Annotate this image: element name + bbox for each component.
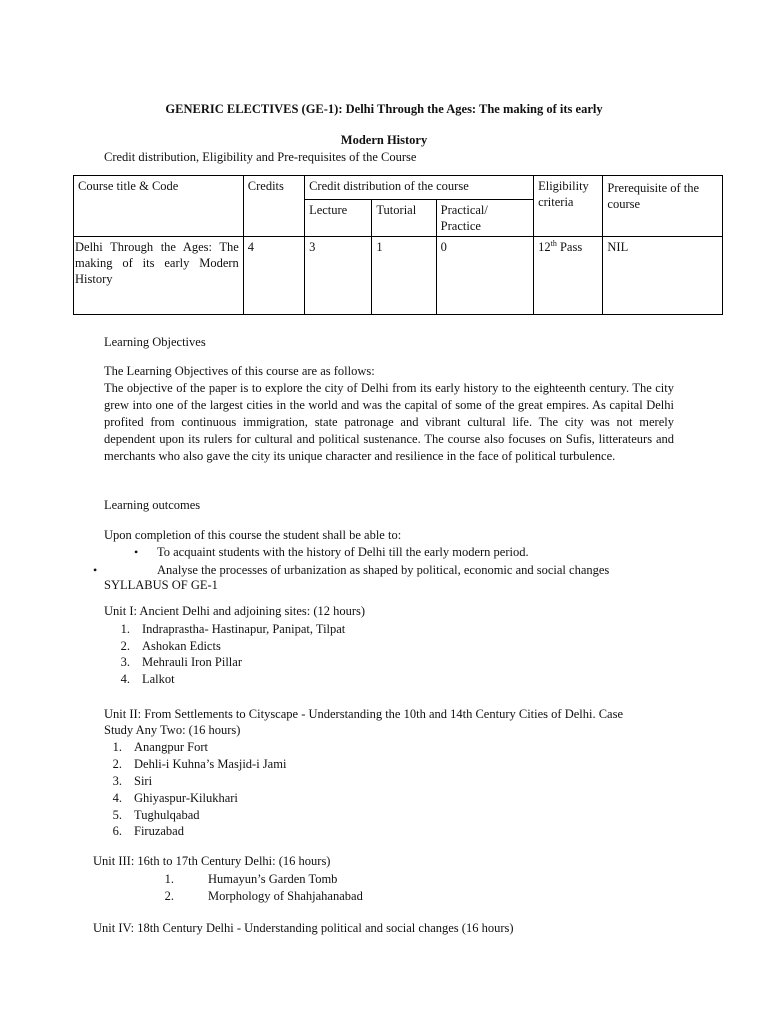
eligibility-number: 12	[538, 240, 551, 254]
header-lecture: Lecture	[305, 200, 372, 237]
cell-lecture: 3	[305, 237, 372, 315]
unit2-item-2	[96, 756, 286, 772]
list-text: Ashokan Edicts	[142, 639, 221, 653]
list-text: Ghiyaspur-Kilukhari	[134, 791, 238, 805]
bullet-icon: •	[93, 563, 98, 577]
list-text: Dehli-i Kuhna’s Masjid-i Jami	[134, 757, 287, 771]
cell-tutorial: 1	[372, 237, 436, 315]
outcome-item	[93, 562, 97, 578]
unit1-item-2	[104, 638, 221, 654]
objectives-text: The objective of the paper is to explore the city of Delhi from its early history to the eighteenth century. The city grew into one of the largest cities in the world and was the capital of some of the great empires. As capital Delhi profited from continuous immigration, state patronage and vibrant cultural life. The city was not merely dependent upon its rulers for cultural and political sustenance. The course also focuses on Sufis, litterateurs and merchants who also gave the city its unique character and resilience in the face of political turbulence.	[104, 381, 674, 463]
eligibility-superscript: th	[550, 238, 557, 248]
syllabus-heading: SYLLABUS OF GE-1	[104, 578, 218, 592]
unit4-heading: Unit IV: 18th Century Delhi - Understanding political and social changes (16 hours)	[93, 921, 514, 935]
eligibility-rest: Pass	[556, 240, 583, 254]
unit1-item-4	[104, 671, 175, 687]
header-credit-distribution: Credit distribution of the course	[305, 176, 534, 200]
unit2-item-3	[96, 773, 152, 789]
unit3-heading: Unit III: 16th to 17th Century Delhi: (16 hours)	[93, 854, 331, 868]
list-number: 1.	[112, 740, 122, 754]
outcome-text-2: Analyse the processes of urbanization as shaped by political, economic and social changes	[157, 563, 610, 577]
document-subtitle: Credit distribution, Eligibility and Pre-requisites of the Course	[104, 150, 417, 164]
list-number: 1.	[164, 872, 174, 886]
cell-course-title: Delhi Through the Ages: The making of its early Modern History	[74, 237, 244, 315]
header-tutorial: Tutorial	[372, 200, 436, 237]
cell-practical: 0	[436, 237, 533, 315]
list-text: Indraprastha- Hastinapur, Panipat, Tilpat	[142, 622, 346, 636]
header-eligibility: Eligibility criteria	[534, 176, 603, 237]
outcome-item	[134, 544, 138, 560]
list-number: 1.	[120, 622, 130, 636]
list-text: Siri	[134, 774, 153, 788]
list-number: 2.	[120, 639, 130, 653]
list-number: 4.	[120, 672, 130, 686]
unit2-item-6	[96, 823, 184, 839]
list-text: Firuzabad	[134, 824, 184, 838]
list-number: 3.	[120, 655, 130, 669]
unit2-item-5	[96, 807, 200, 823]
list-text: Morphology of Shahjahanabad	[208, 889, 363, 903]
unit1-item-3	[104, 654, 242, 670]
list-number: 2.	[164, 889, 174, 903]
list-text: Tughulqabad	[134, 808, 200, 822]
bullet-icon: •	[134, 545, 139, 559]
unit2-item-1	[96, 739, 208, 755]
learning-objectives-heading: Learning Objectives	[104, 335, 206, 349]
unit1-heading: Unit I: Ancient Delhi and adjoining sites: (12 hours)	[104, 604, 366, 618]
unit2-item-4	[96, 790, 238, 806]
list-text: Lalkot	[142, 672, 175, 686]
outcomes-intro: Upon completion of this course the student shall be able to:	[104, 528, 402, 542]
list-number: 6.	[112, 824, 122, 838]
cell-credits: 4	[243, 237, 304, 315]
unit3-item-1	[134, 871, 337, 887]
objectives-intro: The Learning Objectives of this course are as follows:	[104, 364, 375, 378]
header-practical: Practical/ Practice	[436, 200, 533, 237]
header-credits: Credits	[243, 176, 304, 237]
unit2-heading-line2: Study Any Two: (16 hours)	[104, 723, 241, 737]
list-text: Mehrauli Iron Pillar	[142, 655, 242, 669]
cell-eligibility	[534, 237, 603, 315]
list-text: Humayun’s Garden Tomb	[208, 872, 338, 886]
list-number: 3.	[112, 774, 122, 788]
header-course-title: Course title & Code	[74, 176, 244, 237]
unit1-item-1	[104, 621, 345, 637]
list-text: Anangpur Fort	[134, 740, 208, 754]
list-number: 4.	[112, 791, 122, 805]
outcome-text-1: To acquaint students with the history of Delhi till the early modern period.	[157, 545, 529, 559]
document-title-line1: GENERIC ELECTIVES (GE-1): Delhi Through the Ages: The making of its early	[165, 102, 603, 116]
document-title-line2: Modern History	[340, 133, 428, 147]
list-number: 5.	[112, 808, 122, 822]
course-table	[73, 175, 723, 315]
learning-outcomes-heading: Learning outcomes	[104, 498, 201, 512]
header-prerequisite: Prerequisite of the course	[603, 176, 723, 237]
list-number: 2.	[112, 757, 122, 771]
cell-prerequisite: NIL	[603, 237, 723, 315]
unit3-item-2	[134, 888, 363, 904]
unit2-heading-line1: Unit II: From Settlements to Cityscape - Understanding the 10th and 14th Century Cities of Delhi. Case	[104, 707, 624, 721]
